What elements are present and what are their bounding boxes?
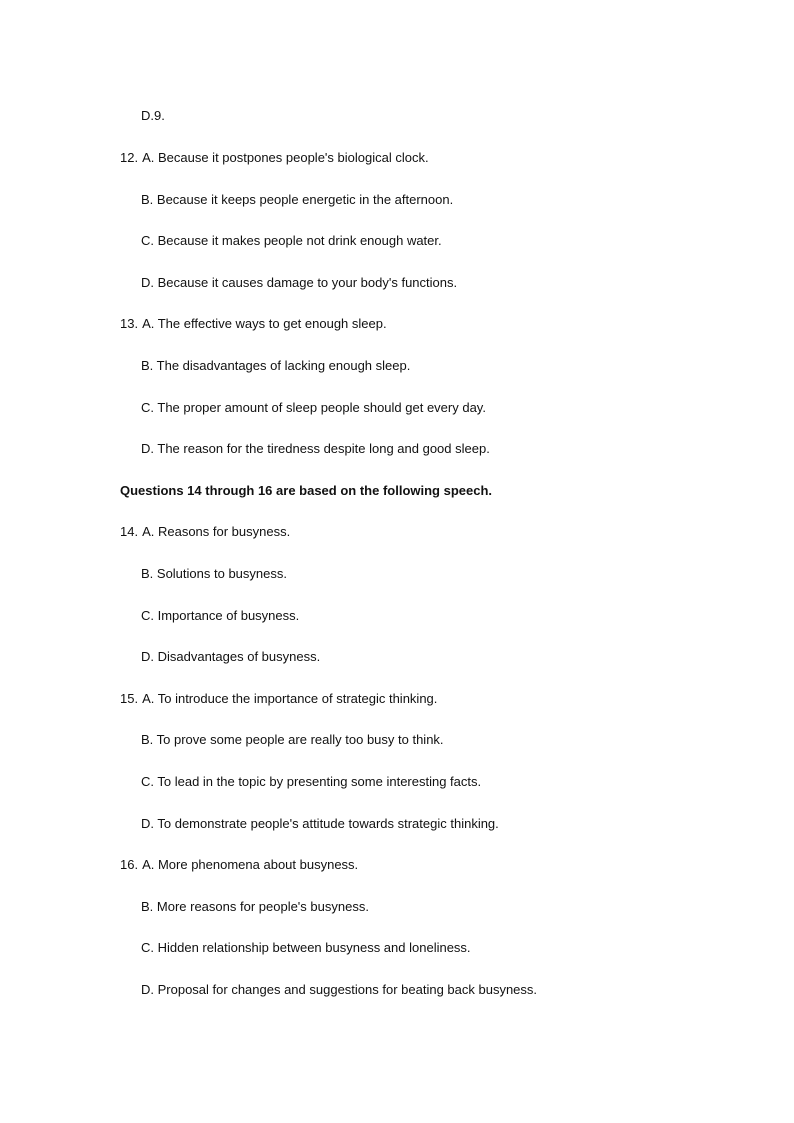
- option-15-d: D. To demonstrate people's attitude towards strategic thinking.: [141, 816, 499, 831]
- option-16-b: B. More reasons for people's busyness.: [141, 899, 369, 914]
- option-14-d: D. Disadvantages of busyness.: [141, 649, 321, 664]
- option-16-d: D. Proposal for changes and suggestions for beating back busyness.: [141, 982, 538, 997]
- question-15: 15. A. To introduce the importance of strategic thinking.: [120, 691, 438, 706]
- option-12-d: D. Because it causes damage to your body's functions.: [141, 275, 458, 290]
- question-14: 14. A. Reasons for busyness.: [120, 524, 291, 539]
- option-16-c: C. Hidden relationship between busyness and loneliness.: [141, 940, 471, 955]
- question-13: 13. A. The effective ways to get enough sleep.: [120, 316, 387, 331]
- option-13-c: C. The proper amount of sleep people should get every day.: [141, 400, 486, 415]
- option-11-d: D.9.: [141, 108, 165, 123]
- option-13-b: B. The disadvantages of lacking enough sleep.: [141, 358, 411, 373]
- option-12-c: C. Because it makes people not drink enough water.: [141, 233, 442, 248]
- option-15-b: B. To prove some people are really too busy to think.: [141, 732, 444, 747]
- option-15-c: C. To lead in the topic by presenting some interesting facts.: [141, 774, 482, 789]
- section-header: Questions 14 through 16 are based on the following speech.: [120, 483, 493, 498]
- question-12: 12. A. Because it postpones people's biological clock.: [120, 150, 429, 165]
- option-13-d: D. The reason for the tiredness despite long and good sleep.: [141, 441, 490, 456]
- question-16: 16. A. More phenomena about busyness.: [120, 857, 359, 872]
- option-14-b: B. Solutions to busyness.: [141, 566, 287, 581]
- option-12-b: B. Because it keeps people energetic in the afternoon.: [141, 192, 454, 207]
- option-14-c: C. Importance of busyness.: [141, 608, 300, 623]
